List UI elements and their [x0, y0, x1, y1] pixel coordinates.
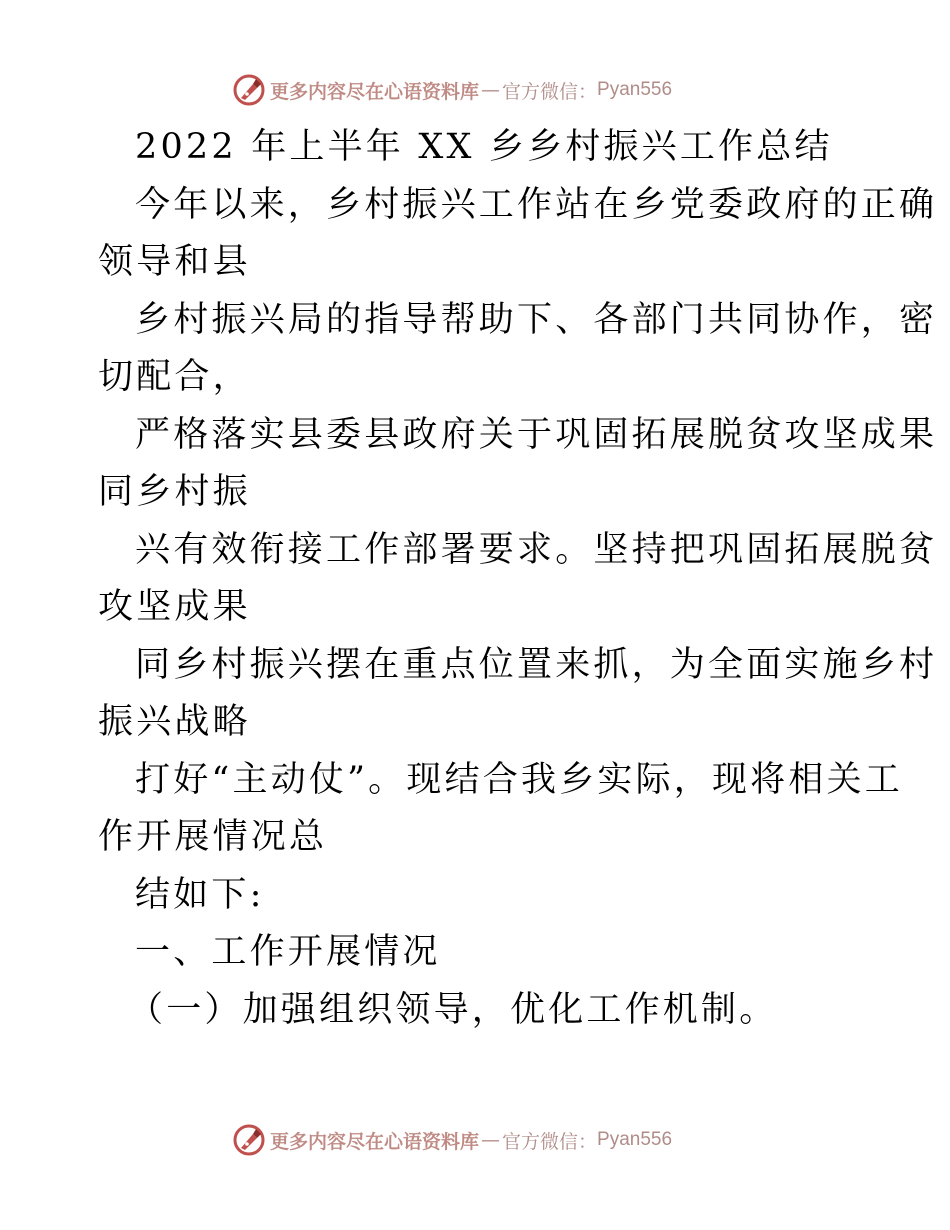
paragraph-line: 作开展情况总 [98, 817, 328, 857]
document-title: 2022 年上半年 XX 乡乡村振兴工作总结 [135, 127, 833, 167]
watermark-dash: — [481, 1129, 501, 1151]
pen-nib-logo-icon [232, 1123, 266, 1157]
paragraph-line: 同乡村振 [98, 472, 251, 512]
footer-watermark [232, 1122, 672, 1158]
watermark-dash: — [481, 79, 501, 101]
paragraph-line: 乡村振兴局的指导帮助下、各部门共同协作，密 [135, 299, 938, 340]
watermark-wechat-label: 官方微信： [502, 80, 598, 103]
subsection-heading: （一）加强组织领导，优化工作机制。 [128, 989, 778, 1030]
header-watermark [232, 72, 672, 108]
paragraph-line: 打好“主动仗”。现结合我乡实际，现将相关工 [135, 759, 903, 800]
section-heading: 一、工作开展情况 [135, 932, 441, 972]
paragraph-line: 攻坚成果 [98, 587, 251, 627]
watermark-site-text: 更多内容尽在心语资料库 [270, 80, 480, 103]
paragraph-line: 兴有效衔接工作部署要求。坚持把巩固拓展脱贫 [135, 529, 938, 570]
paragraph-line: 领导和县 [98, 242, 251, 282]
paragraph-line: 切配合， [98, 357, 251, 397]
document-body [98, 119, 938, 1039]
watermark-wechat-id: Pyan556 [597, 1129, 673, 1150]
paragraph-line: 严格落实县委县政府关于巩固拓展脱贫攻坚成果 [135, 414, 938, 455]
paragraph-line: 同乡村振兴摆在重点位置来抓，为全面实施乡村 [135, 644, 938, 685]
paragraph-line: 今年以来，乡村振兴工作站在乡党委政府的正确 [135, 184, 938, 225]
watermark-wechat-label: 官方微信： [502, 1130, 598, 1153]
watermark-site-text: 更多内容尽在心语资料库 [270, 1130, 480, 1153]
pen-nib-logo-icon [232, 73, 266, 107]
paragraph-line: 振兴战略 [98, 702, 251, 742]
watermark-wechat-id: Pyan556 [597, 79, 673, 100]
paragraph-line: 结如下: [135, 874, 265, 915]
